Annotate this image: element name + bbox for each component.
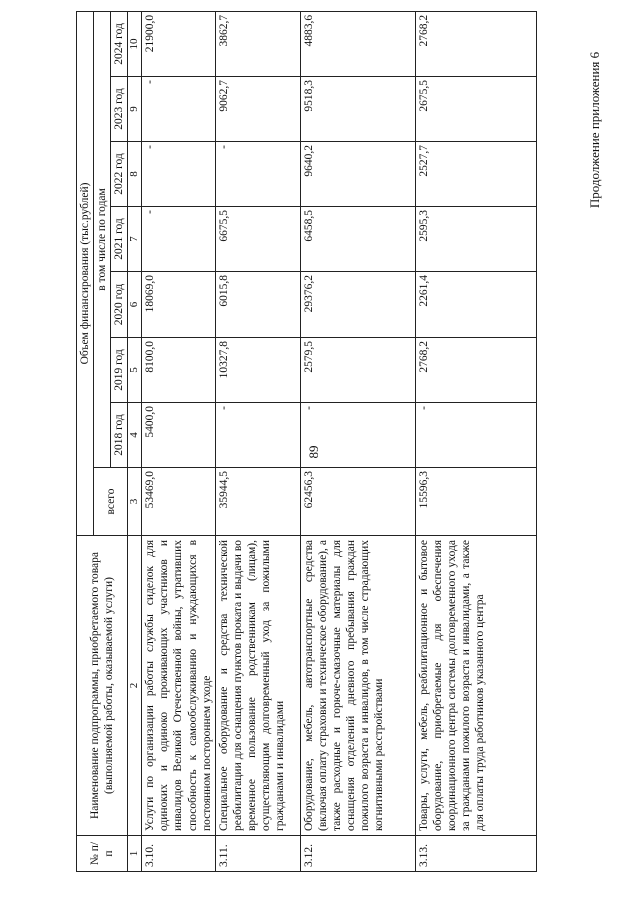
column-number: 4	[128, 403, 142, 468]
header-year: 2021 год	[111, 207, 128, 272]
page-number: 89	[306, 445, 321, 459]
row-name: Услуги по организации работы службы сиделок для одиноких и одиноко проживающих участников и инвалидов Великой Отечественной войны, утративших способность к самообслуживанию и нуждающихся в постоянном постороннем уходе	[142, 536, 215, 836]
row-name: Специальное оборудование и средства технической реабилитации для оснащения пунктов проката и выдачи во временное пользование родственникам (лицам), осуществляющим долговременный уход за пожилыми гражданами и инвалидами	[215, 536, 300, 836]
row-year-value: 8100,0	[142, 338, 215, 403]
row-year-value: -	[415, 403, 536, 468]
row-year-value: 6015,8	[215, 272, 300, 338]
row-year-value: 2675,5	[415, 77, 536, 142]
row-year-value: -	[215, 403, 300, 468]
column-number: 3	[128, 468, 142, 536]
header-year: 2024 год	[111, 11, 128, 76]
column-number: 9	[128, 77, 142, 142]
header-total: всего	[94, 468, 128, 536]
header-name: Наименование подпрограммы, приобретаемого товара (выполняемой работы, оказываемой услуги)	[77, 536, 128, 836]
row-year-value: 2579,5	[300, 338, 415, 403]
header-year: 2022 год	[111, 142, 128, 207]
row-year-value: 2261,4	[415, 272, 536, 338]
row-year-value: 3862,7	[215, 11, 300, 76]
financing-table-sheet	[76, 12, 586, 872]
row-total: 35944,5	[215, 468, 300, 536]
row-number: 3.10.	[142, 836, 215, 872]
row-year-value: 21900,0	[142, 11, 215, 76]
header-number: № п/п	[77, 836, 128, 872]
row-number: 3.11.	[215, 836, 300, 872]
row-year-value: 18069,0	[142, 272, 215, 338]
financing-table	[76, 11, 537, 872]
table-row	[215, 11, 300, 871]
row-year-value: 5400,0	[142, 403, 215, 468]
row-year-value: 10327,8	[215, 338, 300, 403]
column-number: 8	[128, 142, 142, 207]
row-number: 3.13.	[415, 836, 536, 872]
column-number: 1	[128, 836, 142, 872]
row-year-value: -	[142, 207, 215, 272]
row-total: 62456,3	[300, 468, 415, 536]
row-year-value: 6675,5	[215, 207, 300, 272]
row-year-value: 2768,2	[415, 338, 536, 403]
row-year-value: -	[142, 142, 215, 207]
row-total: 53469,0	[142, 468, 215, 536]
row-name: Товары, услуги, мебель, реабилитационное и бытовое оборудование, приобретаемые для обеспечения координационного центра системы долговременного ухода за гражданами пожилого возраста и инвалидами, а также для оплаты труда работников указанного центра	[415, 536, 536, 836]
row-name: Оборудование, мебель, автотранспортные средства (включая оплату страховки и техническое оборудование), а также расходные и горюче-смазочные материалы для оснащения отделений дневного пребывания граждан пожилого возраста и инвалидов, в том числе страдающих когнитивными расстройствами	[300, 536, 415, 836]
row-year-value: 4883,6	[300, 11, 415, 76]
row-year-value: 9640,2	[300, 142, 415, 207]
row-year-value: 9518,3	[300, 77, 415, 142]
table-row	[300, 11, 415, 871]
row-year-value: -	[215, 142, 300, 207]
column-number: 5	[128, 338, 142, 403]
header-year: 2018 год	[111, 403, 128, 468]
row-number: 3.12.	[300, 836, 415, 872]
column-number-row	[128, 11, 142, 871]
header-year: 2019 год	[111, 338, 128, 403]
row-year-value: 6458,5	[300, 207, 415, 272]
column-number: 7	[128, 207, 142, 272]
header-volume: Объем финансирования (тыс.рублей)	[77, 11, 94, 535]
column-number: 2	[128, 536, 142, 836]
header-year: 2020 год	[111, 272, 128, 338]
continuation-note: Продолжение приложения 6	[587, 51, 602, 209]
column-number: 10	[128, 11, 142, 76]
table-row	[142, 11, 215, 871]
table-row	[415, 11, 536, 871]
row-year-value: 2527,7	[415, 142, 536, 207]
row-year-value: 9062,7	[215, 77, 300, 142]
row-total: 15596,3	[415, 468, 536, 536]
row-year-value: 2595,3	[415, 207, 536, 272]
header-by-years: в том числе по годам	[94, 11, 111, 467]
row-year-value: 2768,2	[415, 11, 536, 76]
header-year: 2023 год	[111, 77, 128, 142]
column-number: 6	[128, 272, 142, 338]
row-year-value: -	[300, 403, 415, 468]
row-year-value: 29376,2	[300, 272, 415, 338]
row-year-value: -	[142, 77, 215, 142]
